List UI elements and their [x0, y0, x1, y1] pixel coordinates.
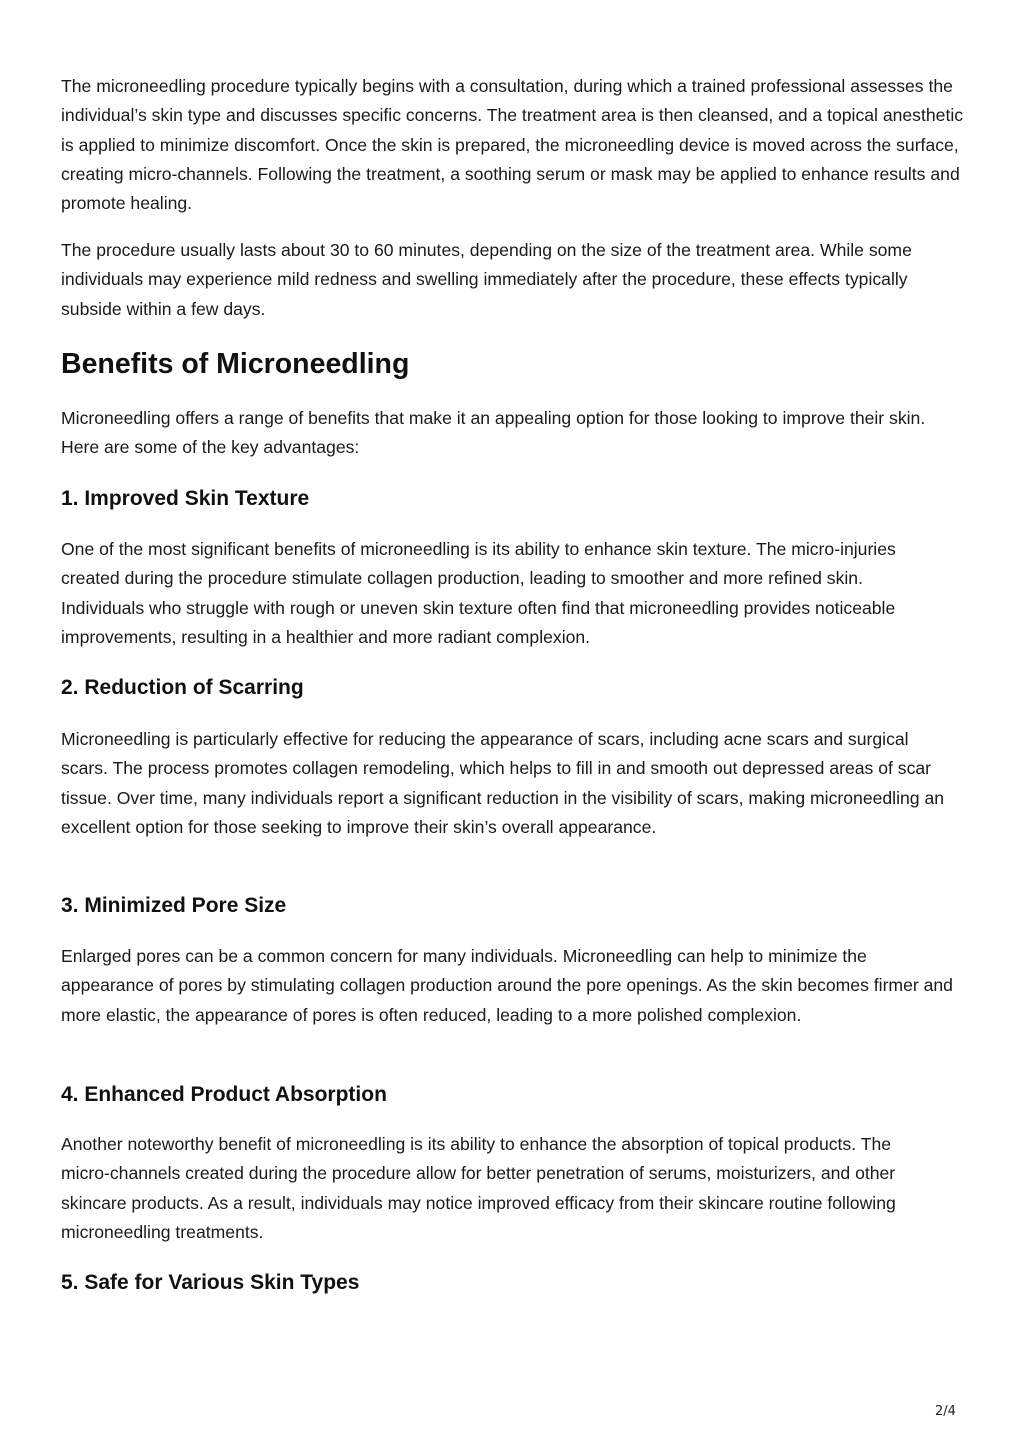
- benefit-title-4: 4. Enhanced Product Absorption: [61, 1083, 387, 1106]
- benefit-text-1: One of the most significant benefits of microneedling is its ability to enhance skin texture. The micro-injuries created during the procedure stimulate collagen production, leading to smoother and more refined skin. Individuals who struggle with rough or uneven skin texture often find that microneedling provides noticeable improvements, resulting in a healthier and more radiant complexion.: [61, 539, 896, 647]
- intro-paragraph-2: The procedure usually lasts about 30 to 60 minutes, depending on the size of the treatment area. While some individuals may experience mild redness and swelling immediately after the procedure, these effects typically subside within a few days.: [61, 240, 912, 319]
- benefit-title-2: 2. Reduction of Scarring: [61, 676, 304, 699]
- benefits-intro: Microneedling offers a range of benefits that make it an appealing option for those looking to improve their skin. Here are some of the key advantages:: [61, 408, 926, 458]
- benefit-text-2: Microneedling is particularly effective for reducing the appearance of scars, including acne scars and surgical scars. The process promotes collagen remodeling, which helps to fill in and smooth out depressed areas of scar tissue. Over time, many individuals report a significant reduction in the visibility of scars, making microneedling an excellent option for those seeking to improve their skin’s overall appearance.: [61, 729, 945, 837]
- benefit-title-3: 3. Minimized Pore Size: [61, 894, 287, 917]
- intro-paragraph-1: The microneedling procedure typically begins with a consultation, during which a trained professional assesses the individual’s skin type and discusses specific concerns. The treatment area is then cleansed, and a topical anesthetic is applied to minimize discomfort. Once the skin is prepared, the microneedling device is moved across the surface, creating micro-channels. Following the treatment, a soothing serum or mask may be applied to enhance results and promote healing.: [61, 76, 964, 214]
- benefit-title-5: 5. Safe for Various Skin Types: [61, 1271, 360, 1294]
- benefit-text-3: Enlarged pores can be a common concern for many individuals. Microneedling can help to minimize the appearance of pores by stimulating collagen production around the pore openings. As the skin becomes firmer and more elastic, the appearance of pores is often reduced, leading to a more polished complexion.: [61, 946, 953, 1025]
- benefits-heading: Benefits of Microneedling: [61, 348, 410, 380]
- benefit-title-1: 1. Improved Skin Texture: [61, 487, 310, 510]
- benefit-text-4: Another noteworthy benefit of microneedling is its ability to enhance the absorption of topical products. The micro-channels created during the procedure allow for better penetration of serums, moisturizers, and other skincare products. As a result, individuals may notice improved efficacy from their skincare routine following microneedling treatments.: [61, 1134, 896, 1242]
- page-number: 2/4: [935, 1404, 956, 1419]
